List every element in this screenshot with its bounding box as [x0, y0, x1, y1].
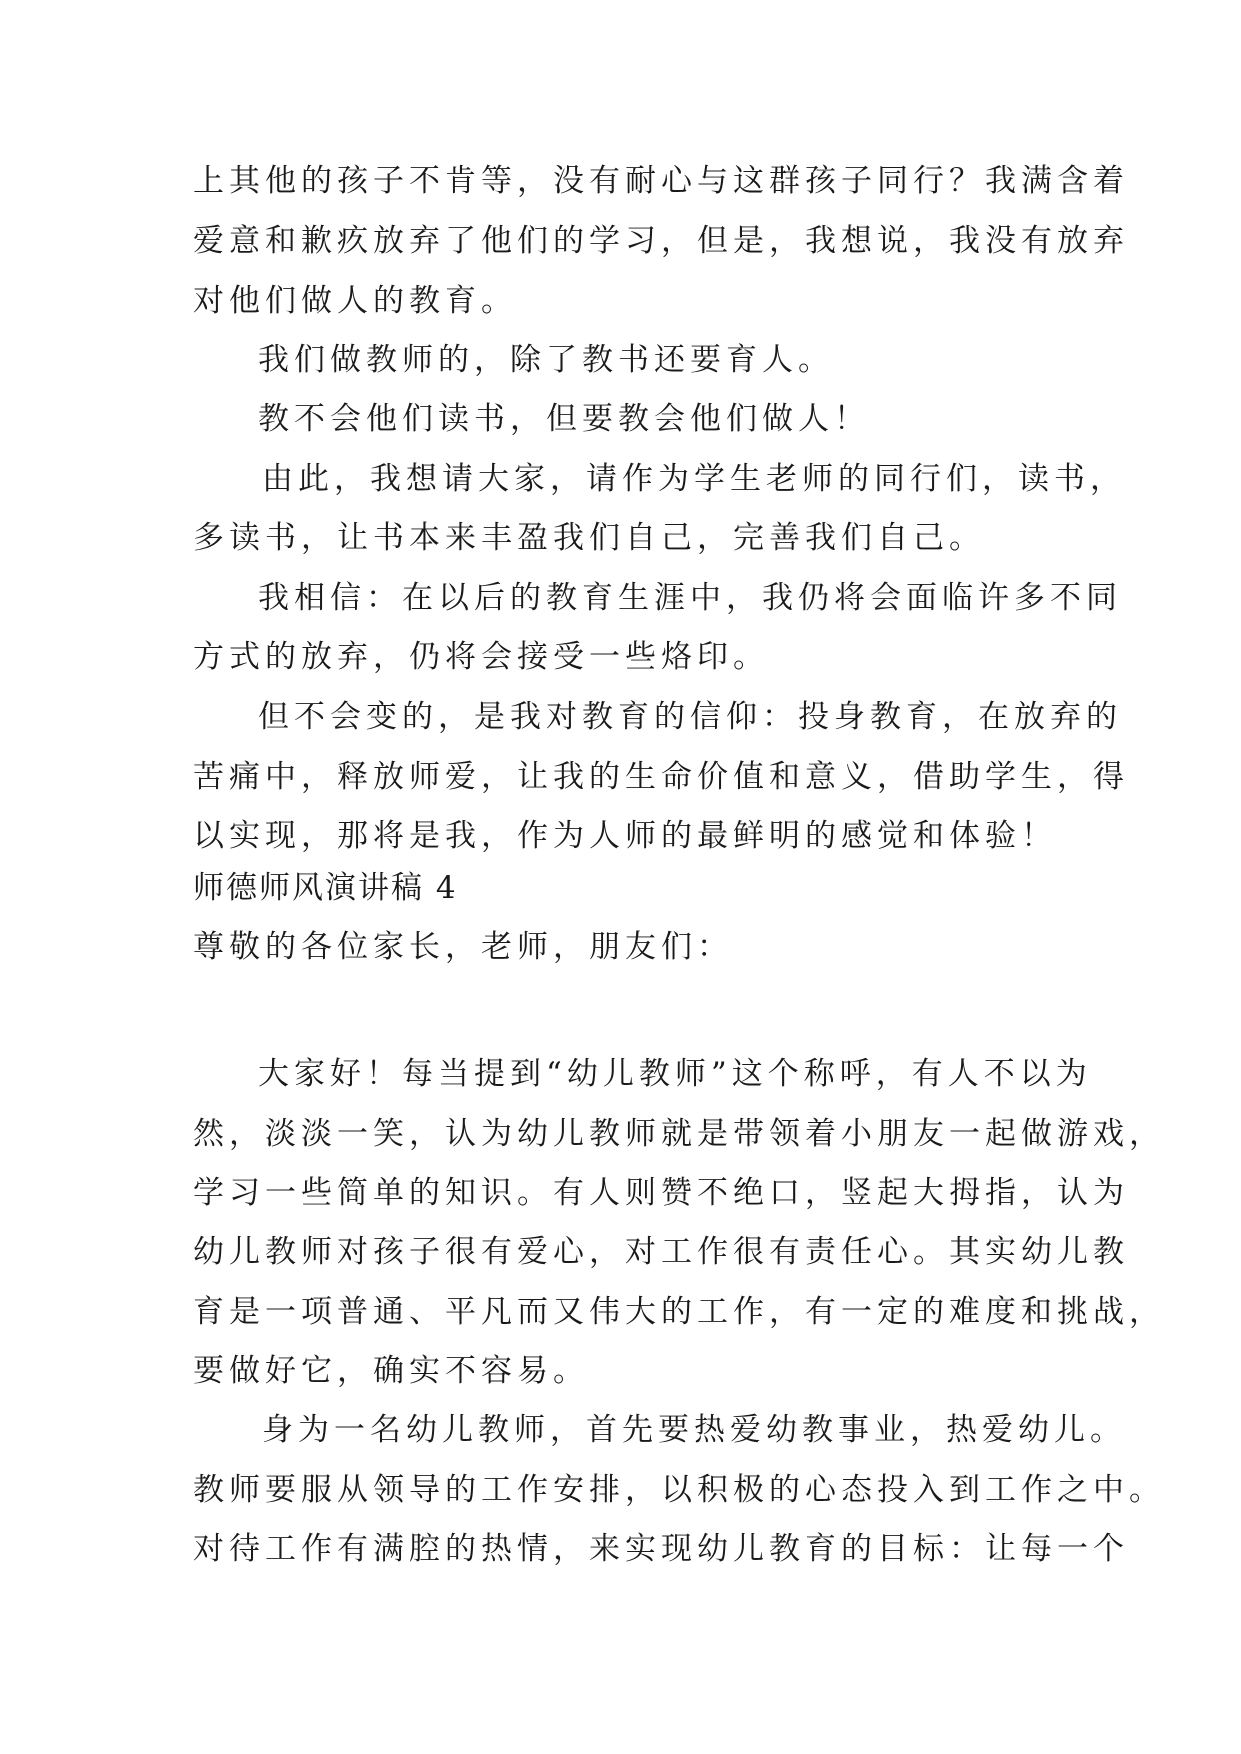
paragraph-line: 育是一项普通、平凡而又伟大的工作，有一定的难度和挑战， — [193, 1294, 1165, 1330]
paragraph-line: 对他们做人的教育。 — [193, 283, 517, 319]
paragraph-line: 然，淡淡一笑，认为幼儿教师就是带领着小朋友一起做游戏， — [193, 1116, 1165, 1152]
paragraph-line: 身为一名幼儿教师，首先要热爱幼教事业，热爱幼儿。 — [262, 1412, 1126, 1448]
paragraph-line: 要做好它，确实不容易。 — [193, 1353, 589, 1389]
paragraph-line: 我相信：在以后的教育生涯中，我仍将会面临许多不同 — [258, 580, 1122, 616]
paragraph-line: 方式的放弃，仍将会接受一些烙印。 — [193, 639, 769, 675]
section-heading: 师德师风演讲稿 4 — [193, 870, 458, 906]
paragraph-line: 教不会他们读书，但要教会他们做人！ — [258, 401, 870, 437]
paragraph-line: 大家好！每当提到“幼儿教师”这个称呼，有人不以为 — [258, 1056, 1092, 1092]
paragraph-line: 幼儿教师对孩子很有爱心，对工作很有责任心。其实幼儿教 — [193, 1234, 1129, 1270]
paragraph-line: 爱意和歉疚放弃了他们的学习，但是，我想说，我没有放弃 — [193, 223, 1129, 259]
paragraph-line: 我们做教师的，除了教书还要育人。 — [258, 342, 834, 378]
salutation-line: 尊敬的各位家长，老师，朋友们： — [193, 929, 733, 965]
paragraph-line: 由此，我想请大家，请作为学生老师的同行们，读书， — [262, 461, 1126, 497]
paragraph-line: 多读书，让书本来丰盈我们自己，完善我们自己。 — [193, 520, 985, 556]
paragraph-line: 学习一些简单的知识。有人则赞不绝口，竖起大拇指，认为 — [193, 1175, 1129, 1211]
paragraph-line: 苦痛中，释放师爱，让我的生命价值和意义，借助学生，得 — [193, 759, 1129, 795]
paragraph-line: 但不会变的，是我对教育的信仰：投身教育，在放弃的 — [258, 699, 1122, 735]
paragraph-line: 以实现，那将是我，作为人师的最鲜明的感觉和体验！ — [193, 818, 1057, 854]
paragraph-line: 上其他的孩子不肯等，没有耐心与这群孩子同行？我满含着 — [193, 163, 1129, 199]
paragraph-line: 对待工作有满腔的热情，来实现幼儿教育的目标：让每一个 — [193, 1531, 1129, 1567]
paragraph-line: 教师要服从领导的工作安排，以积极的心态投入到工作之中。 — [193, 1472, 1165, 1508]
